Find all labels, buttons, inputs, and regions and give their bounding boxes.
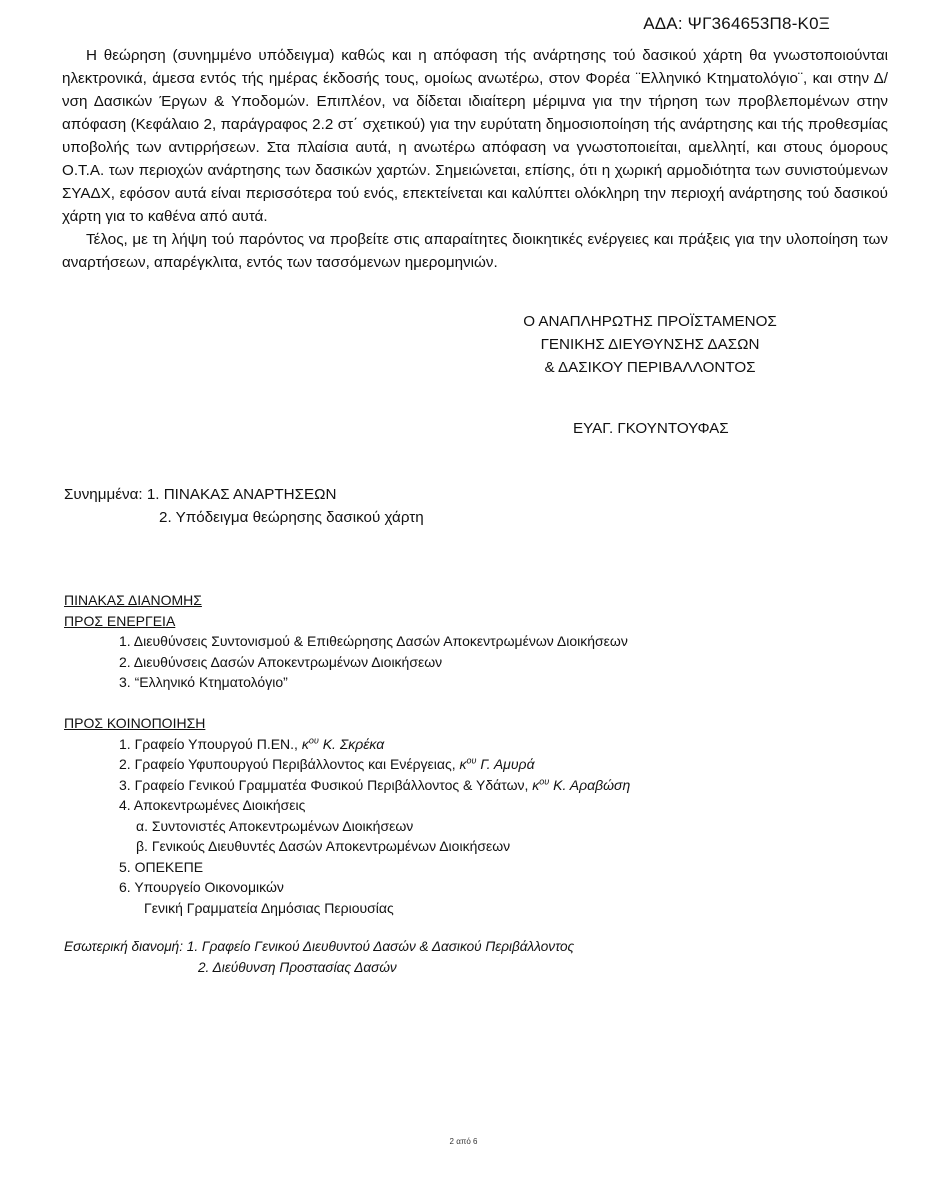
ada-code: ΑΔΑ: ΨΓ364653Π8-Κ0Ξ <box>643 14 830 33</box>
action-item: 1. Διευθύνσεις Συντονισμού & Επιθεώρησης Δασών Αποκεντρωμένων Διοικήσεων <box>119 633 628 649</box>
notify-item: 3. Γραφείο Γενικού Γραμματέα Φυσικού Περιβάλλοντος & Υδάτων, $\kappa^{o\upsilon}$ Κ. Αραβώση <box>119 775 631 793</box>
signer-title <box>480 310 820 379</box>
signer-name: ΕΥΑΓ. ΓΚΟΥΝΤΟΥΦΑΣ <box>573 420 729 437</box>
notify-item: 6. Υπουργείο Οικονομικών <box>119 879 284 895</box>
notify-item: 1. Γραφείο Υπουργού Π.ΕΝ., $\kappa^{o\upsilon}$ Κ. Σκρέκα <box>119 734 385 752</box>
internal-line-2: 2. Διεύθυνση Προστασίας Δασών <box>198 959 397 975</box>
paragraph-2: Τέλος, με τη λήψη τού παρόντος να προβείτε στις απαραίτητες διοικητικές ενέργειες και πράξεις για την υλοποίηση των αναρτήσεων, απαρέγκλιτα, εντός των τασσόμενων ημερομηνιών. <box>62 231 888 271</box>
signer-title-line-3: & ΔΑΣΙΚΟΥ ΠΕΡΙΒΑΛΛΟΝΤΟΣ <box>544 359 756 376</box>
attachment-line-1: Συνημμένα: 1. ΠΙΝΑΚΑΣ ΑΝΑΡΤΗΣΕΩΝ <box>64 486 337 503</box>
paragraph-1: Η θεώρηση (συνημμένο υπόδειγμα) καθώς και η απόφαση τής ανάρτησης τού δασικού χάρτη θα γνωστοποιούνται ηλεκτρονικά, άμεσα εντός τής ημέρας έκδοσής τους, ομοίως ανωτέρω, στον Φορέα ¨Ελληνικό Κτηματολόγιο¨, και στην Δ/νση Δασικών Έργων & Υποδομών. Επιπλέον, να δίδεται ιδιαίτερη μέριμνα για την τήρηση των προβλεπομένων στην απόφαση (Κεφάλαιο 2, παράγραφος 2.2 στ΄ σχετικού) για την ευρύτατη δημοσιοποίηση τής ανάρτησης και τής προθεσμίας υποβολής των αντιρρήσεων. Στα πλαίσια αυτά, η ανωτέρω απόφαση να γνωστοποιείται, αμελλητί, και στους όμορους Ο.Τ.Α. των περιοχών ανάρτησης των δασικών χαρτών. Σημειώνεται, επίσης, ότι η χωρική αρμοδιότητα των συνιστούμενων ΣΥΑΔΧ, εφόσον αυτά είναι περισσότερα τού ενός, επεκτείνεται και καλύπτει ολόκληρη την περιοχή ανάρτησης τού δασικού χάρτη για το καθένα από αυτά. <box>62 47 888 225</box>
internal-distribution <box>64 937 574 978</box>
notify-item: 4. Αποκεντρωμένες Διοικήσεις <box>119 797 306 813</box>
attachments <box>64 483 424 529</box>
notify-title: ΠΡΟΣ ΚΟΙΝΟΠΟΙΗΣΗ <box>64 715 206 731</box>
attachment-line-2: 2. Υπόδειγμα θεώρησης δασικού χάρτη <box>159 509 424 526</box>
notify-subitem: α. Συντονιστές Αποκεντρωμένων Διοικήσεων <box>136 817 414 834</box>
notify-item: 2. Γραφείο Υφυπουργού Περιβάλλοντος και Ενέργειας, $\kappa^{o\upsilon}$ Γ. Αμυρά <box>119 755 535 772</box>
distribution-title: ΠΙΝΑΚΑΣ ΔΙΑΝΟΜΗΣ <box>64 592 202 608</box>
action-item: 2. Διευθύνσεις Δασών Αποκεντρωμένων Διοικήσεων <box>119 653 443 670</box>
notify-subitem: β. Γενικούς Διευθυντές Δασών Αποκεντρωμένων Διοικήσεων <box>136 838 511 854</box>
internal-line-1: Εσωτερική διανομή: 1. Γραφείο Γενικού Διευθυντού Δασών & Δασικού Περιβάλλοντος <box>64 939 575 954</box>
action-item: 3. “Ελληνικό Κτηματολόγιο” <box>119 674 288 690</box>
body-text <box>62 44 888 274</box>
action-title: ΠΡΟΣ ΕΝΕΡΓΕΙΑ <box>64 612 176 629</box>
notify-item: 5. ΟΠΕΚΕΠΕ <box>119 858 204 875</box>
page-number: 2 από 6 <box>449 1137 478 1146</box>
signer-title-line-1: Ο ΑΝΑΠΛΗΡΩΤΗΣ ΠΡΟΪΣΤΑΜΕΝΟΣ <box>523 313 777 330</box>
notify-subitem: Γενική Γραμματεία Δημόσιας Περιουσίας <box>144 899 394 916</box>
distribution-list <box>64 590 630 918</box>
signer-title-line-2: ΓΕΝΙΚΗΣ ΔΙΕΥΘΥΝΣΗΣ ΔΑΣΩΝ <box>540 336 760 353</box>
